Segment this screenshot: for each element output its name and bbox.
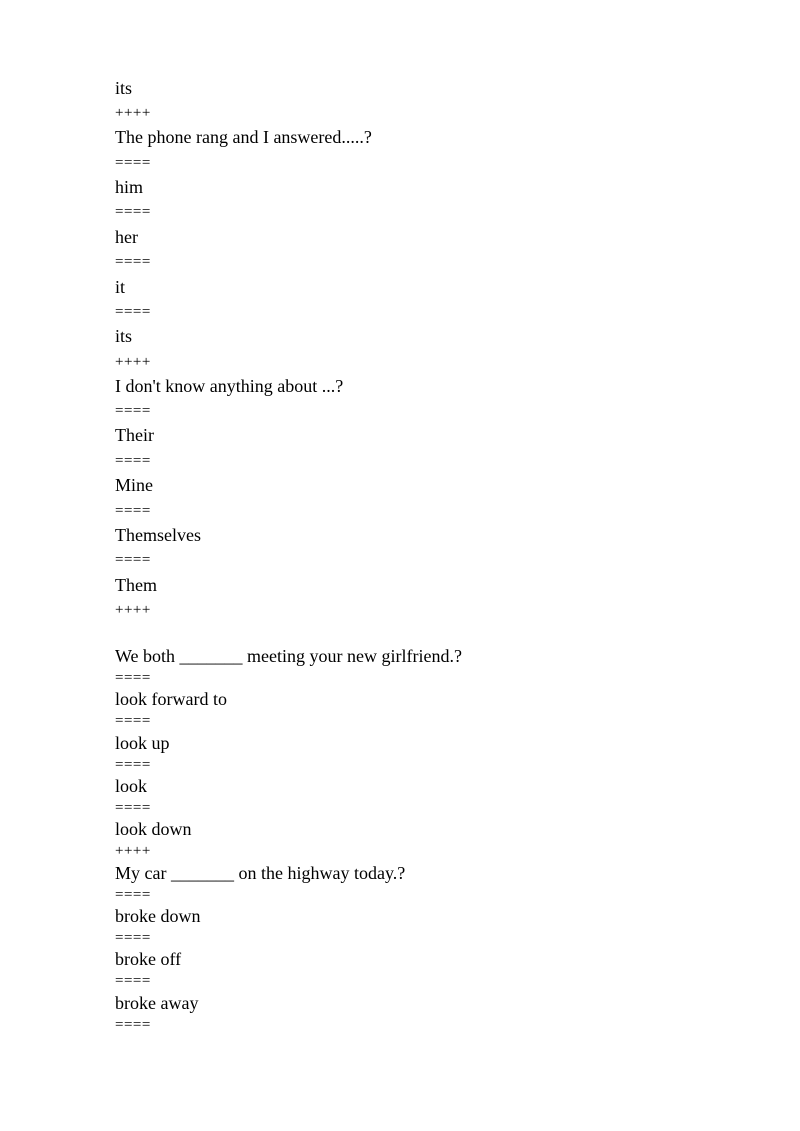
option-separator: ====	[115, 930, 151, 946]
answer-option: look	[115, 776, 148, 796]
option-separator: ====	[115, 670, 151, 686]
option-separator: ====	[115, 254, 151, 270]
answer-option: broke away	[115, 993, 199, 1013]
question-separator: ++++	[115, 602, 151, 618]
option-separator: ====	[115, 973, 151, 989]
question-separator: ++++	[115, 354, 151, 370]
option-separator: ====	[115, 503, 151, 519]
option-separator: ====	[115, 757, 151, 773]
question-text: We both _______ meeting your new girlfriend.?	[115, 646, 462, 666]
answer-option: look forward to	[115, 689, 227, 709]
answer-option: Themselves	[115, 525, 201, 545]
answer-option: broke off	[115, 949, 182, 969]
answer-option: look up	[115, 733, 170, 753]
answer-option: her	[115, 227, 138, 247]
answer-option: him	[115, 177, 144, 197]
option-separator: ====	[115, 453, 151, 469]
option-separator: ====	[115, 1017, 151, 1033]
option-separator: ====	[115, 552, 151, 568]
answer-option: its	[115, 326, 133, 346]
question-text: My car _______ on the highway today.?	[115, 863, 406, 883]
answer-option: Mine	[115, 475, 153, 495]
option-separator: ====	[115, 887, 151, 903]
question-separator: ++++	[115, 843, 151, 859]
question-text: The phone rang and I answered.....?	[115, 127, 372, 147]
answer-option: its	[115, 78, 133, 98]
option-separator: ====	[115, 403, 151, 419]
question-separator: ++++	[115, 105, 151, 121]
option-separator: ====	[115, 304, 151, 320]
question-text: I don't know anything about ...?	[115, 376, 344, 396]
answer-option: look down	[115, 819, 192, 839]
option-separator: ====	[115, 204, 151, 220]
answer-option: broke down	[115, 906, 201, 926]
answer-option: Their	[115, 425, 154, 445]
answer-option: Them	[115, 575, 157, 595]
answer-option: it	[115, 277, 126, 297]
option-separator: ====	[115, 713, 151, 729]
option-separator: ====	[115, 800, 151, 816]
option-separator: ====	[115, 155, 151, 171]
